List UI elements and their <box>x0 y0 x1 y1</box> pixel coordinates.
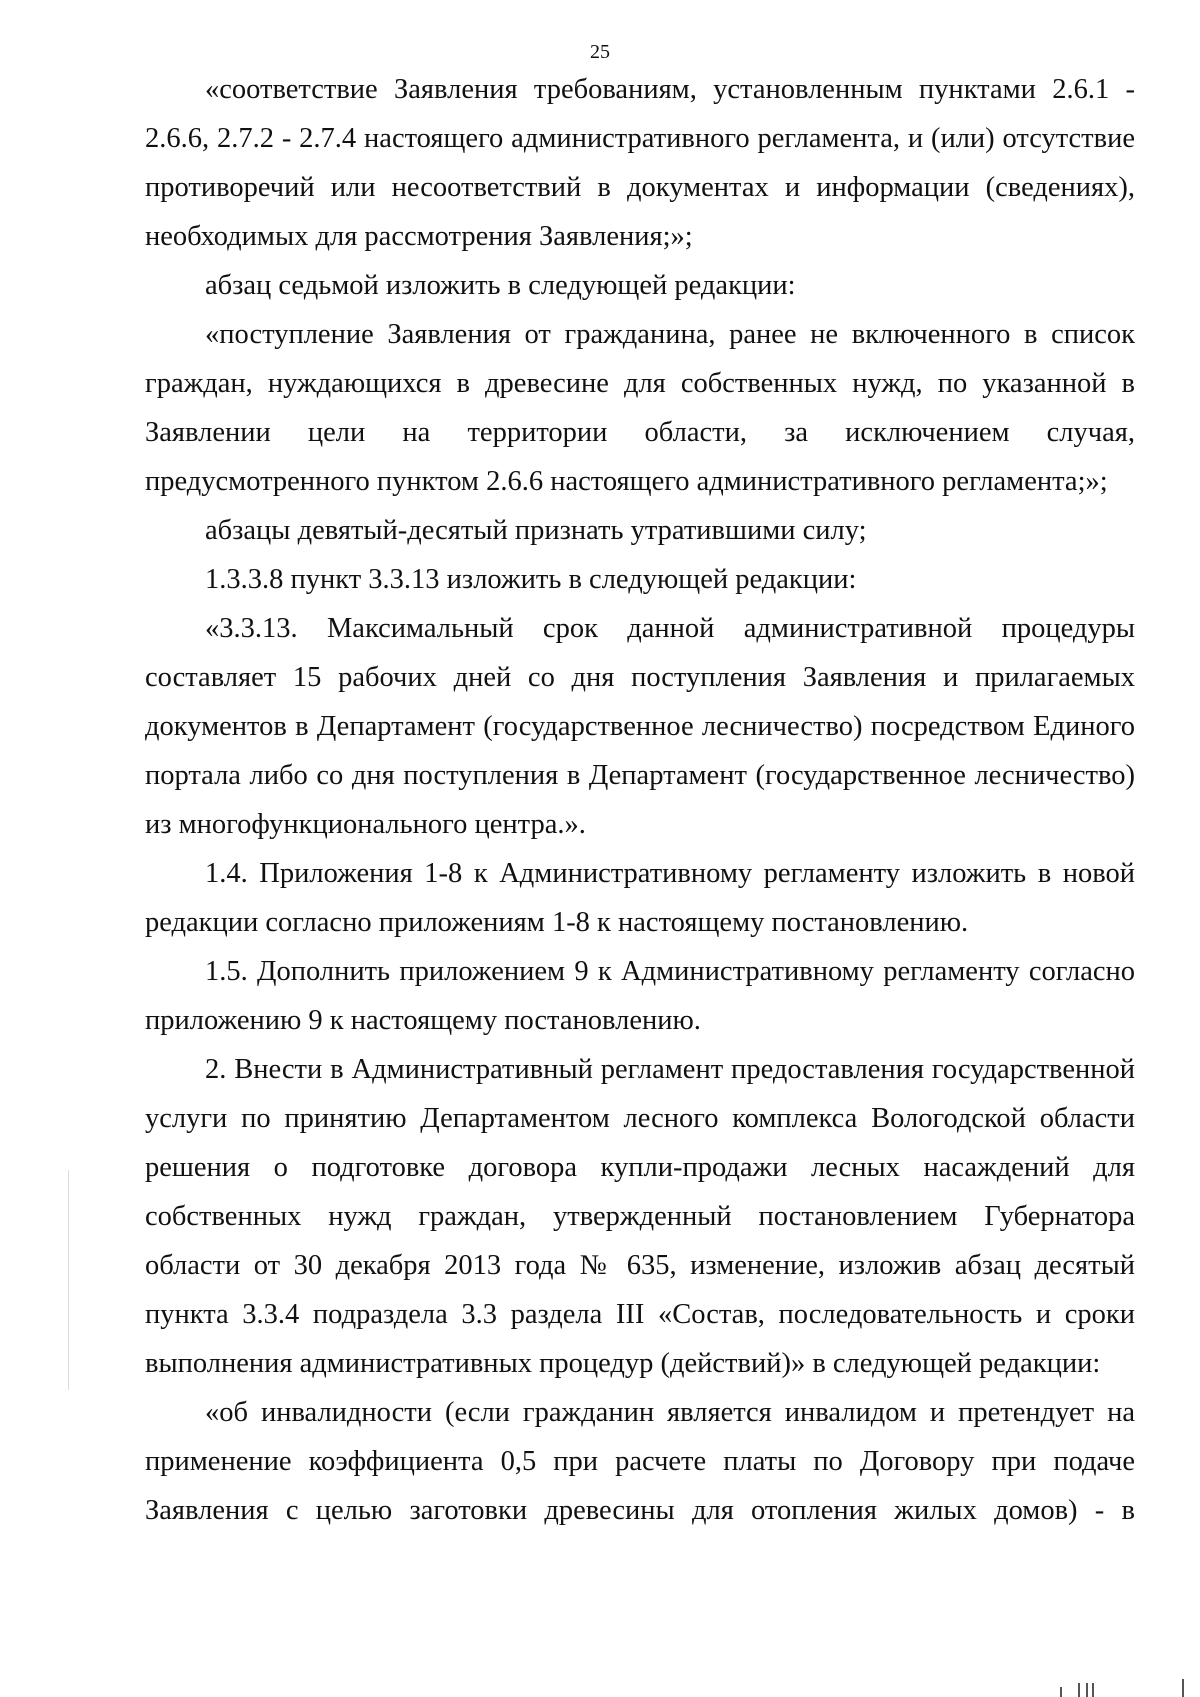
paragraph-1: «соответствие Заявления требованиям, установленным пунктами 2.6.1 - 2.6.6, 2.7.2 - 2.7.4 настоящего административного регламента, и (или) отсутствие противоречий или несоответствий в документах и информации (сведениях), необходимых для рассмотрения Заявления;»; <box>145 74 1135 252</box>
paragraph-2: абзац седьмой изложить в следующей редакции: <box>205 270 796 301</box>
scan-barcode-marks <box>1060 1675 1190 1697</box>
paragraph-4: абзацы девятый-десятый признать утратившими силу; <box>205 515 867 546</box>
paragraph-6: «3.3.13. Максимальный срок данной административной процедуры составляет 15 рабочих дней со дня поступления Заявления и прилагаемых документов в Департамент (государственное лесничество) посредством Единого портала либо со дня поступления в Департамент (государственное лесничество) из многофункционального центра.». <box>145 613 1135 840</box>
page-number: 25 <box>590 41 610 63</box>
document-body <box>145 65 1135 1535</box>
paragraph-9: 2. Внести в Административный регламент предоставления государственной услуги по принятию Департаментом лесного комплекса Вологодской области решения о подготовке договора купли-продажи лесных насаждений для собственных нужд граждан, утвержденный постановлением Губернатора области от 30 декабря 2013 года № 635, изменение, изложив абзац десятый пункта 3.3.4 подраздела 3.3 раздела III «Состав, последовательность и сроки выполнения административных процедур (действий)» в следующей редакции: <box>145 1054 1135 1379</box>
paragraph-8: 1.5. Дополнить приложением 9 к Административному регламенту согласно приложению 9 к настоящему постановлению. <box>145 956 1135 1036</box>
paragraph-10: «об инвалидности (если гражданин является инвалидом и претендует на применение коэффициента 0,5 при расчете платы по Договору при подаче Заявления с целью заготовки древесины для отопления жилых домов) - в <box>145 1397 1135 1526</box>
paragraph-3: «поступление Заявления от гражданина, ранее не включенного в список граждан, нуждающихся в древесине для собственных нужд, по указанной в Заявлении цели на территории области, за исключением случая, предусмотренного пунктом 2.6.6 настоящего административного регламента;»; <box>145 319 1135 497</box>
paragraph-5: 1.3.3.8 пункт 3.3.13 изложить в следующей редакции: <box>205 564 857 595</box>
scan-margin-line <box>68 1170 69 1390</box>
paragraph-7: 1.4. Приложения 1-8 к Административному регламенту изложить в новой редакции согласно приложениям 1-8 к настоящему постановлению. <box>145 858 1135 938</box>
